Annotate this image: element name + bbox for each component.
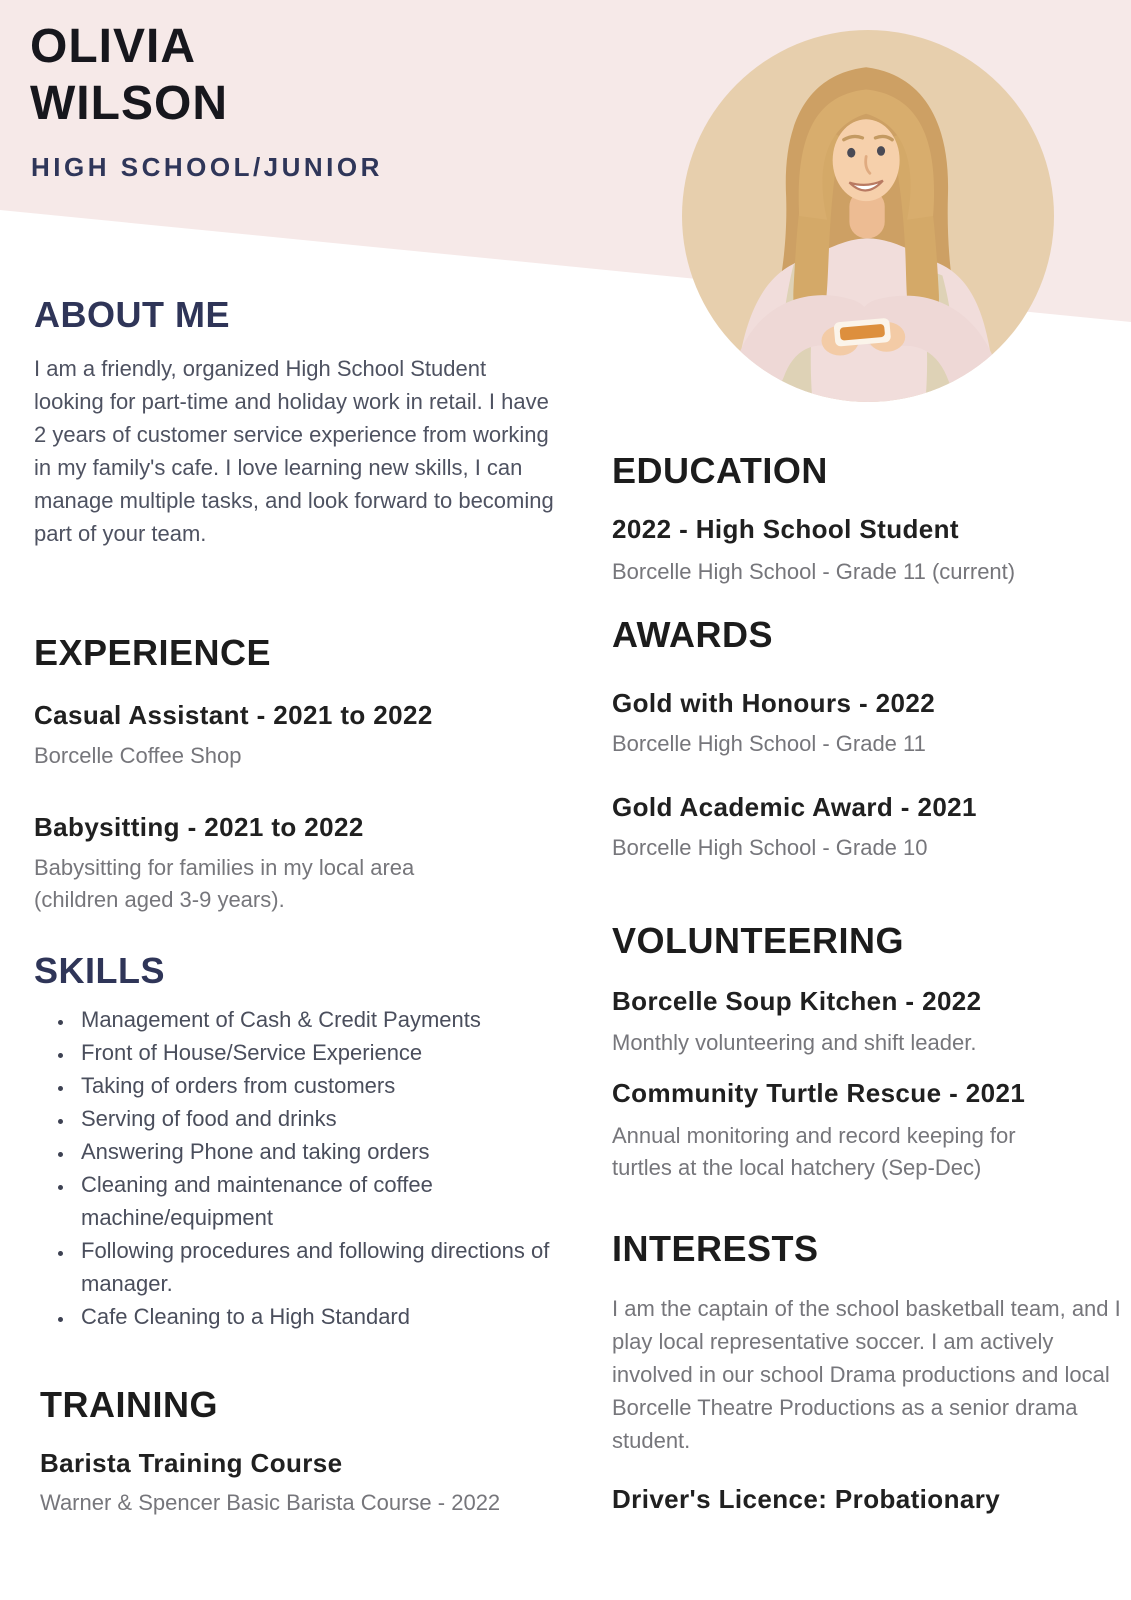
portrait-illustration [682,30,1054,402]
training-item-detail: Warner & Spencer Basic Barista Course - 2022 [40,1490,501,1515]
award-item-detail: Borcelle High School - Grade 10 [612,835,928,860]
award-item-detail: Borcelle High School - Grade 11 [612,731,926,756]
awards-heading: AWARDS [612,614,774,655]
education-item-title: 2022 - High School Student [612,514,959,544]
person-name [30,18,228,132]
volunteering-item-title: Community Turtle Rescue - 2021 [612,1078,1026,1108]
volunteering-heading: VOLUNTEERING [612,920,905,961]
interests-heading: INTERESTS [612,1228,819,1269]
about-text: I am a friendly, organized High School Student looking for part-time and holiday work in retail. I have 2 years of customer service experience from working in my family's cafe. I love learning new skills, I can manage multiple tasks, and look forward to becoming part of your team. [34,356,554,546]
experience-item-title: Babysitting - 2021 to 2022 [34,812,364,842]
profile-photo [682,30,1054,402]
volunteering-item-detail: Annual monitoring and record keeping for turtles at the local hatchery (Sep-Dec) [612,1123,1016,1180]
volunteering-item-title: Borcelle Soup Kitchen - 2022 [612,986,982,1016]
volunteering-item-detail: Monthly volunteering and shift leader. [612,1030,977,1055]
skill-item: • Following procedures and following directions of manager. [75,1234,553,1300]
skills-heading: SKILLS [34,950,166,991]
award-item-title: Gold with Honours - 2022 [612,688,936,718]
name-line-1: OLIVIA [30,20,197,73]
skill-item: • Front of House/Service Experience [75,1036,553,1069]
interests-text: I am the captain of the school basketball team, and I play local representative soccer. I am actively involved in our school Drama productions and local Borcelle Theatre Productions as a senior drama student. [612,1296,1121,1453]
about-heading: ABOUT ME [34,294,230,335]
name-line-2: WILSON [30,77,228,130]
skill-item: • Management of Cash & Credit Payments [75,1003,553,1036]
experience-heading: EXPERIENCE [34,632,272,673]
skill-item: • Answering Phone and taking orders [75,1135,553,1168]
training-heading: TRAINING [40,1384,218,1425]
experience-item-detail: Borcelle Coffee Shop [34,743,242,768]
experience-item-title: Casual Assistant - 2021 to 2022 [34,700,433,730]
skill-item: • Cafe Cleaning to a High Standard [75,1300,553,1333]
licence-title: Driver's Licence: Probationary [612,1484,1001,1514]
skill-item: • Taking of orders from customers [75,1069,553,1102]
job-subtitle: HIGH SCHOOL/JUNIOR [31,152,383,182]
education-item-detail: Borcelle High School - Grade 11 (current) [612,559,1016,584]
award-item-title: Gold Academic Award - 2021 [612,792,977,822]
training-item-title: Barista Training Course [40,1448,343,1478]
education-heading: EDUCATION [612,450,828,491]
experience-item-detail: Babysitting for families in my local area (children aged 3-9 years). [34,855,415,912]
skill-item: • Serving of food and drinks [75,1102,553,1135]
skill-item: • Cleaning and maintenance of coffee machine/equipment [75,1168,553,1234]
skills-list [34,1003,553,1333]
